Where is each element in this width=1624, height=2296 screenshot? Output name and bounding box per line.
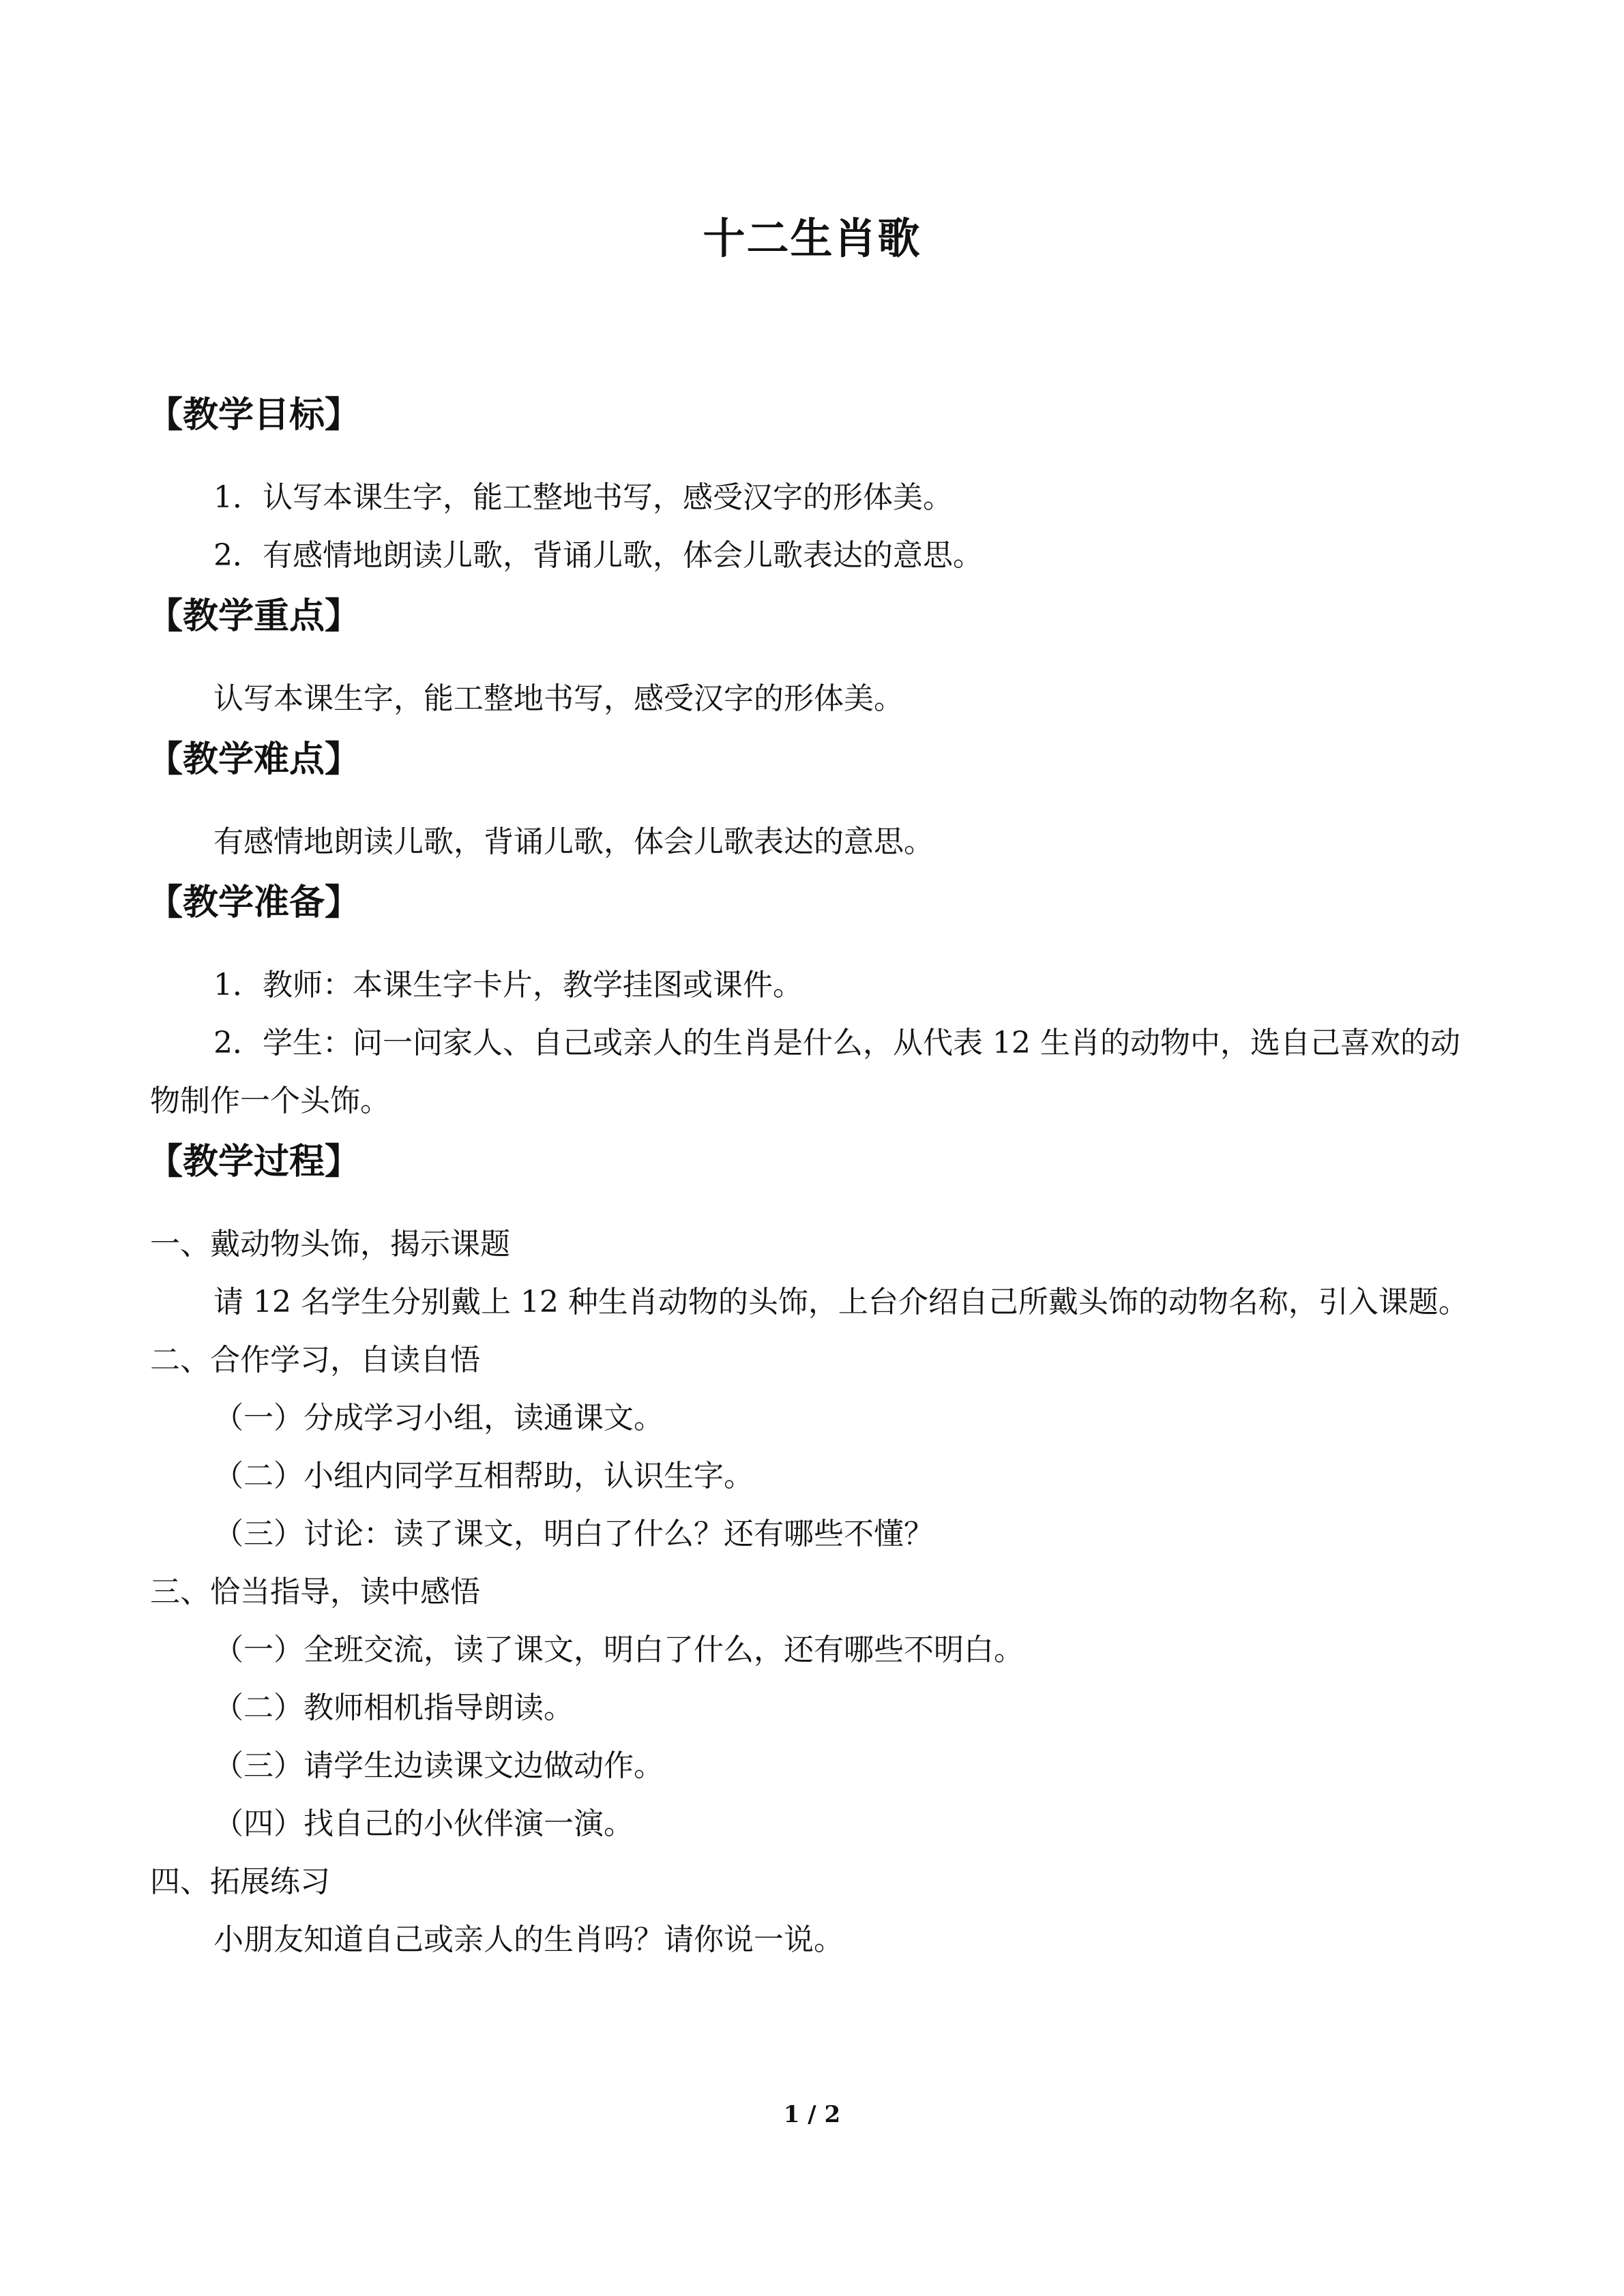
difficulties-text: 有感情地朗读儿歌，背诵儿歌，体会儿歌表达的意思。 (213, 824, 934, 859)
objective-item-2: 2．有感情地朗读儿歌，背诵儿歌，体会儿歌表达的意思。 (213, 538, 983, 573)
process-step-4-title: 四、拓展练习 (150, 1864, 330, 1899)
process-step-3-item-3: （三）请学生边读课文边做动作。 (213, 1748, 664, 1783)
page-number: 1 / 2 (783, 2101, 841, 2128)
process-step-2-item-3: （三）讨论：读了课文，明白了什么？还有哪些不懂？ (213, 1517, 934, 1551)
preparation-heading: 【教学准备】 (147, 882, 361, 923)
key-points-heading: 【教学重点】 (147, 596, 361, 637)
process-step-3-item-1: （一）全班交流，读了课文，明白了什么，还有哪些不明白。 (213, 1632, 1024, 1667)
difficulties-heading: 【教学难点】 (147, 739, 361, 780)
process-step-1-text: 请 12 名学生分别戴上 12 种生肖动物的头饰，上台介绍自己所戴头饰的动物名称，引入课题。 (213, 1285, 1468, 1320)
process-step-3-item-4: （四）找自己的小伙伴演一演。 (213, 1806, 634, 1841)
process-step-2-item-1: （一）分成学习小组，读通课文。 (213, 1401, 664, 1435)
process-step-3-item-2: （二）教师相机指导朗读。 (213, 1690, 574, 1725)
objective-item-1: 1．认写本课生字，能工整地书写，感受汉字的形体美。 (213, 480, 953, 515)
process-heading: 【教学过程】 (147, 1142, 361, 1182)
preparation-item-2: 2．学生：问一问家人、自己或亲人的生肖是什么，从代表 12 生肖的动物中，选自己喜欢的动物制作一个头饰。 (150, 1026, 1460, 1118)
process-step-1-title: 一、戴动物头饰，揭示课题 (150, 1227, 510, 1262)
document-title: 十二生肖歌 (703, 213, 921, 263)
preparation-item-1: 1．教师：本课生字卡片，教学挂图或课件。 (213, 968, 803, 1002)
process-step-3-title: 三、恰当指导，读中感悟 (150, 1575, 480, 1609)
objectives-heading: 【教学目标】 (147, 395, 361, 436)
key-points-text: 认写本课生字，能工整地书写，感受汉字的形体美。 (213, 681, 904, 716)
process-step-2-title: 二、合作学习，自读自悟 (150, 1343, 480, 1377)
document-content (147, 383, 1473, 1969)
process-step-4-text: 小朋友知道自己或亲人的生肖吗？请你说一说。 (213, 1922, 844, 1957)
process-step-2-item-2: （二）小组内同学互相帮助，认识生字。 (213, 1459, 754, 1493)
